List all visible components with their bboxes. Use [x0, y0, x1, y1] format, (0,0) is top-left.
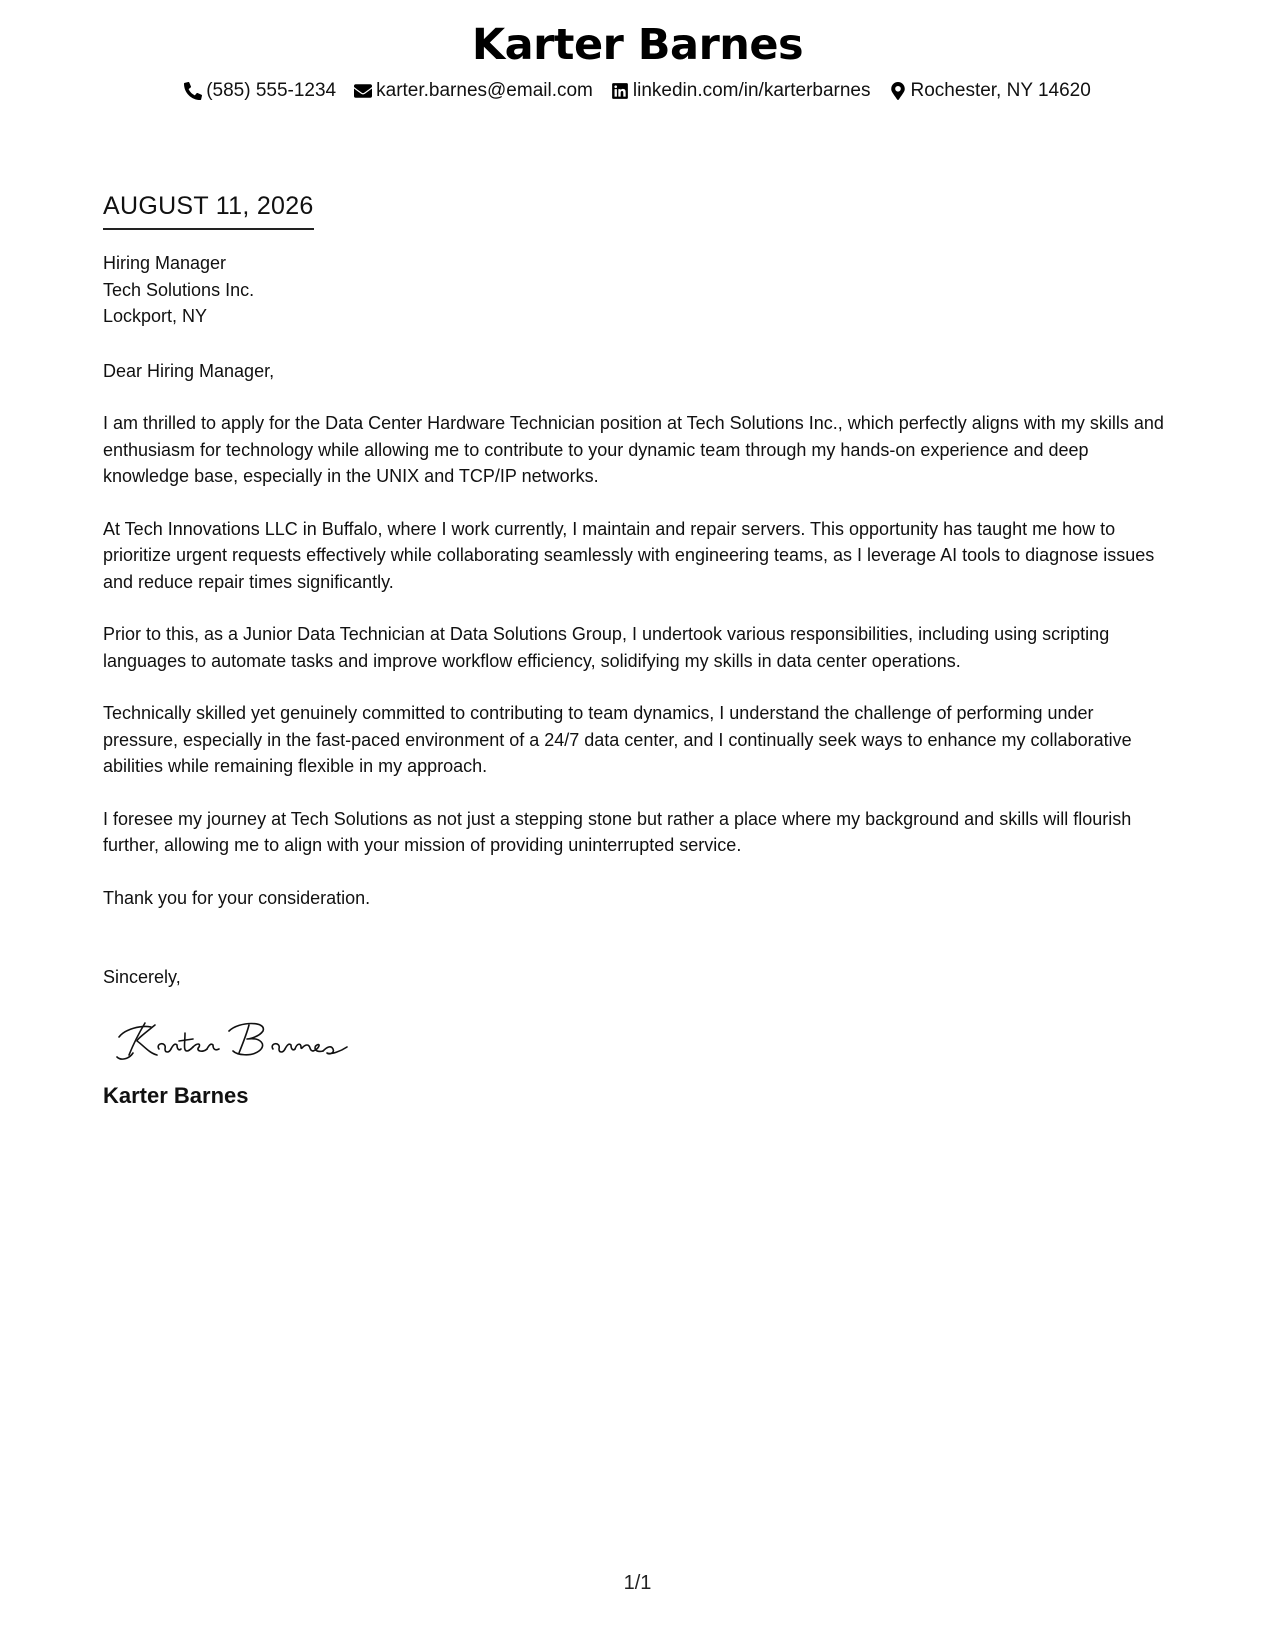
linkedin-text[interactable]: linkedin.com/in/karterbarnes — [632, 80, 871, 101]
thank-you-line: Thank you for your consideration. — [103, 887, 371, 908]
closing: Sincerely, — [103, 967, 181, 987]
body-paragraph: Technically skilled yet genuinely committed to contributing to team dynamics, I understand the challenge of performing under pressure, especially in the fast-paced environment of a 24/7 data center, and I continually seek ways to enhance my collaborative abilities while remaining flexible in my approach. — [103, 703, 1132, 776]
signature-image — [115, 1017, 355, 1067]
recipient-block — [103, 250, 1173, 330]
applicant-name: Karter Barnes — [471, 20, 804, 70]
contact-location — [889, 80, 1091, 102]
handwritten-signature — [115, 1017, 1173, 1067]
body-paragraph: At Tech Innovations LLC in Buffalo, where I work currently, I maintain and repair servers. This opportunity has taught me how to prioritize urgent requests effectively while collaborating seamlessly with engineering teams, as I leverage AI tools to diagnose issues and reduce repair times significantly. — [103, 518, 1155, 592]
location-text: Rochester, NY 14620 — [910, 80, 1091, 101]
envelope-icon — [354, 82, 372, 100]
recipient-company: Tech Solutions Inc. — [103, 279, 255, 300]
page-number: 1/1 — [623, 1572, 652, 1594]
linkedin-icon — [611, 82, 629, 100]
contact-email[interactable] — [354, 80, 593, 102]
letter-body — [103, 190, 1173, 1111]
email-text[interactable]: karter.barnes@email.com — [376, 80, 593, 101]
body-paragraph: I foresee my journey at Tech Solutions as not just a stepping stone but rather a place where my background and skills will flourish further, allowing me to align with your mission of providing uninterrupted service. — [103, 808, 1132, 855]
body-paragraph: I am thrilled to apply for the Data Center Hardware Technician position at Tech Solutions Inc., which perfectly aligns with my skills and enthusiasm for technology while allowing me to contribute to your dynamic team through my hands-on experience and deep knowledge base, especially in the UNIX and TCP/IP networks. — [103, 413, 1164, 486]
contact-linkedin[interactable] — [611, 80, 871, 102]
phone-icon — [184, 82, 202, 100]
signer-name: Karter Barnes — [103, 1082, 249, 1108]
body-paragraph: Prior to this, as a Junior Data Technician at Data Solutions Group, I undertook various responsibilities, including using scripting languages to automate tasks and improve workflow efficiency, solidifying my skills in data center operations. — [103, 624, 1110, 671]
letter-date: AUGUST 11, 2026 — [103, 190, 314, 230]
map-marker-icon — [889, 82, 907, 100]
recipient-title: Hiring Manager — [103, 253, 227, 273]
phone-text: (585) 555-1234 — [206, 80, 337, 101]
contact-bar — [0, 80, 1275, 102]
contact-phone — [184, 80, 336, 102]
recipient-location: Lockport, NY — [103, 306, 208, 326]
salutation: Dear Hiring Manager, — [103, 360, 275, 381]
